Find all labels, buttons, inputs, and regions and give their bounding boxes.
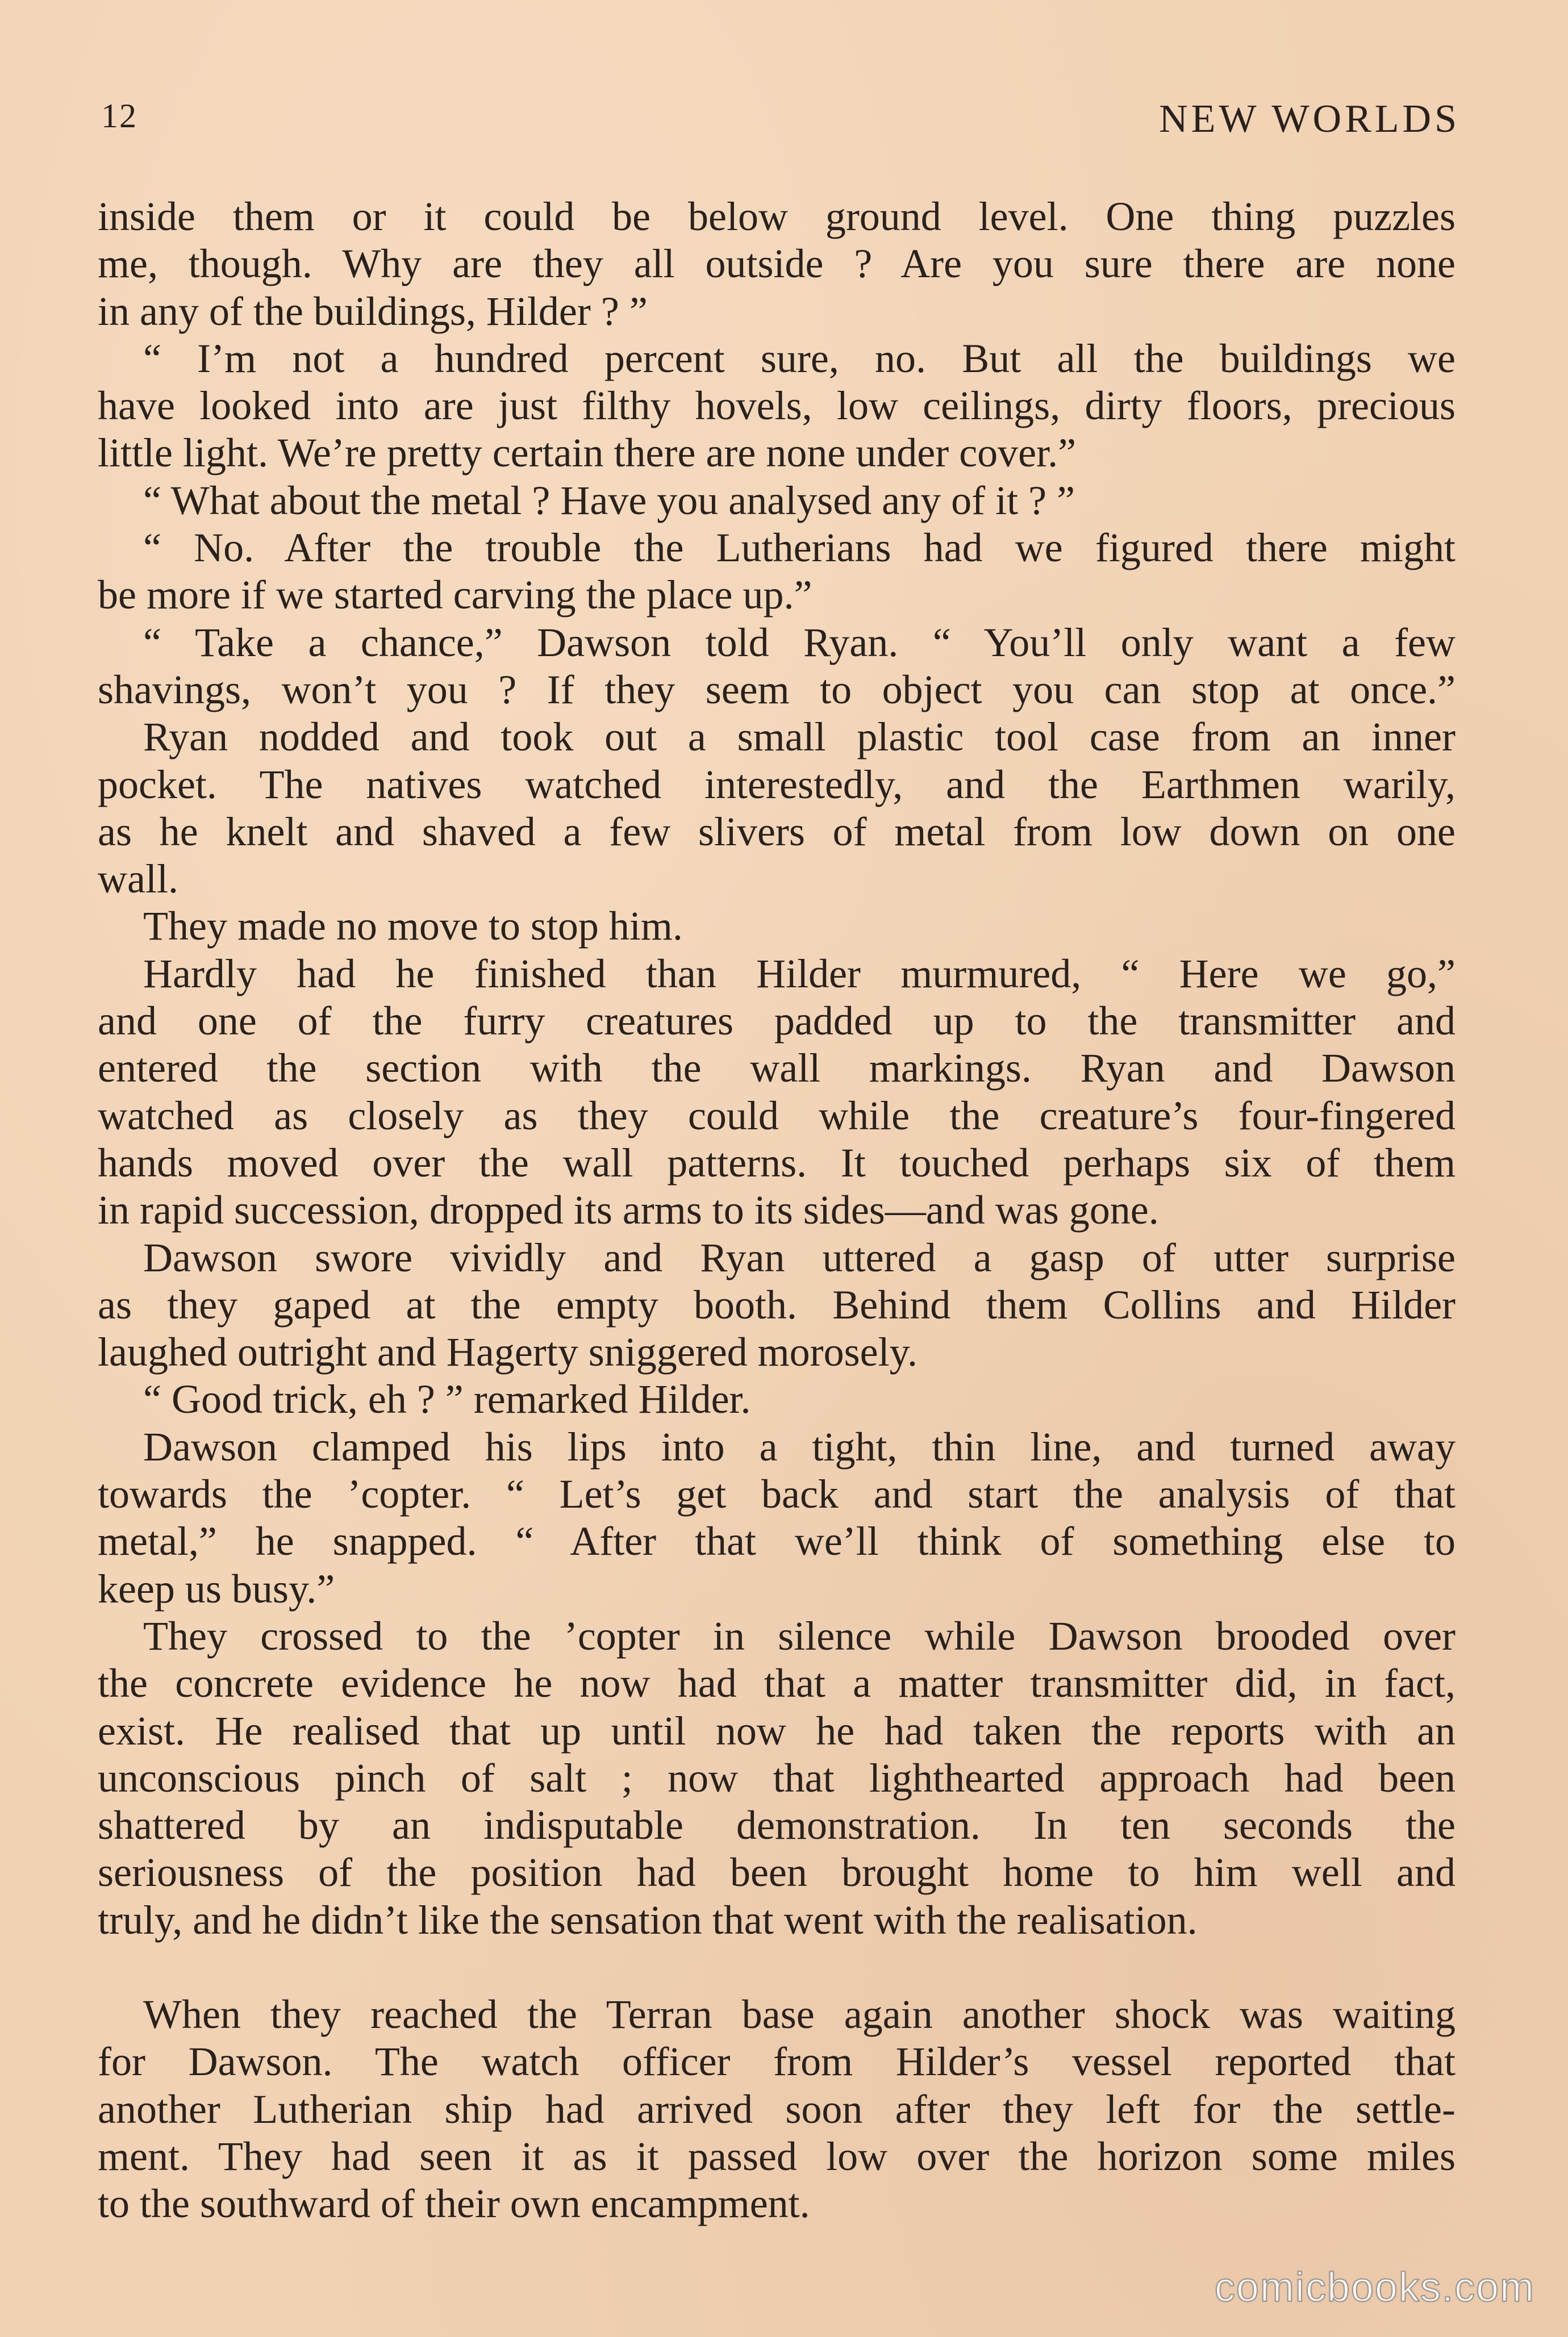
text-line: me, though. Why are they all outside ? Are you sure there are none [98, 241, 1456, 287]
section-break [98, 1944, 1456, 1991]
text-line: seriousness of the position had been brought home to him well and [98, 1850, 1456, 1896]
text-line: Dawson clamped his lips into a tight, thin line, and turned away [143, 1424, 1456, 1470]
text-line: keep us busy.” [98, 1566, 335, 1612]
text-line: in any of the buildings, Hilder ? ” [98, 288, 648, 334]
text-line: and one of the furry creatures padded up to the transmitter and [98, 998, 1456, 1044]
text-line: When they reached the Terran base again another shock was waiting [143, 1991, 1456, 2037]
text-line: They made no move to stop him. [143, 903, 683, 949]
text-line: Ryan nodded and took out a small plastic tool case from an inner [143, 714, 1456, 760]
page-header [101, 97, 1460, 153]
text-line: little light. We’re pretty certain there are none under cover.” [98, 430, 1077, 476]
text-line: metal,” he snapped. “ After that we’ll think of something else to [98, 1518, 1456, 1564]
text-line: to the southward of their own encampment. [98, 2181, 810, 2227]
text-line: exist. He realised that up until now he had taken the reports with an [98, 1708, 1456, 1754]
text-line: “ I’m not a hundred percent sure, no. But all the buildings we [143, 335, 1456, 381]
text-line: Dawson swore vividly and Ryan uttered a gasp of utter surprise [143, 1234, 1456, 1280]
text-line: ment. They had seen it as it passed low over the horizon some miles [98, 2133, 1456, 2179]
text-line: towards the ’copter. “ Let’s get back and start the analysis of that [98, 1471, 1456, 1517]
text-line: in rapid succession, dropped its arms to its sides—and was gone. [98, 1187, 1159, 1233]
watermark-text: comicbooks.com [1214, 2265, 1535, 2310]
text-line: They crossed to the ’copter in silence while Dawson brooded over [143, 1613, 1456, 1659]
text-line: shavings, won’t you ? If they seem to object you can stop at once.” [98, 666, 1456, 712]
text-line: “ No. After the trouble the Lutherians had we figured there might [143, 525, 1456, 571]
running-title: NEW WORLDS [1159, 97, 1460, 141]
text-line: wall. [98, 856, 178, 902]
text-line: have looked into are just filthy hovels, low ceilings, dirty floors, precious [98, 383, 1456, 429]
text-line: hands moved over the wall patterns. It touched perhaps six of them [98, 1140, 1456, 1186]
text-line: inside them or it could be below ground level. One thing puzzles [98, 194, 1456, 239]
text-line: pocket. The natives watched interestedly, and the Earthmen warily, [98, 761, 1456, 807]
text-line: Hardly had he finished than Hilder murmured, “ Here we go,” [143, 950, 1456, 996]
text-line: unconscious pinch of salt ; now that lighthearted approach had been [98, 1755, 1456, 1801]
text-line: “ Good trick, eh ? ” remarked Hilder. [143, 1376, 751, 1422]
text-line: entered the section with the wall markings. Ryan and Dawson [98, 1045, 1456, 1091]
page-number: 12 [101, 97, 137, 135]
text-line: shattered by an indisputable demonstration. In ten seconds the [98, 1802, 1456, 1848]
text-line: watched as closely as they could while the creature’s four-fingered [98, 1092, 1456, 1138]
text-line: truly, and he didn’t like the sensation that went with the realisation. [98, 1897, 1198, 1943]
text-line: “ What about the metal ? Have you analysed any of it ? ” [143, 477, 1075, 523]
text-line: laughed outright and Hagerty sniggered morosely. [98, 1329, 918, 1375]
text-line: for Dawson. The watch officer from Hilder’s vessel reported that [98, 2039, 1456, 2085]
text-line: “ Take a chance,” Dawson told Ryan. “ You’ll only want a few [143, 619, 1456, 665]
text-line: the concrete evidence he now had that a matter transmitter did, in fact, [98, 1660, 1456, 1706]
text-line: be more if we started carving the place up.” [98, 572, 812, 618]
text-line: as he knelt and shaved a few slivers of metal from low down on one [98, 808, 1456, 854]
body-text [98, 193, 1456, 2227]
text-line: as they gaped at the empty booth. Behind them Collins and Hilder [98, 1282, 1456, 1328]
text-line: another Lutherian ship had arrived soon after they left for the settle- [98, 2086, 1456, 2132]
